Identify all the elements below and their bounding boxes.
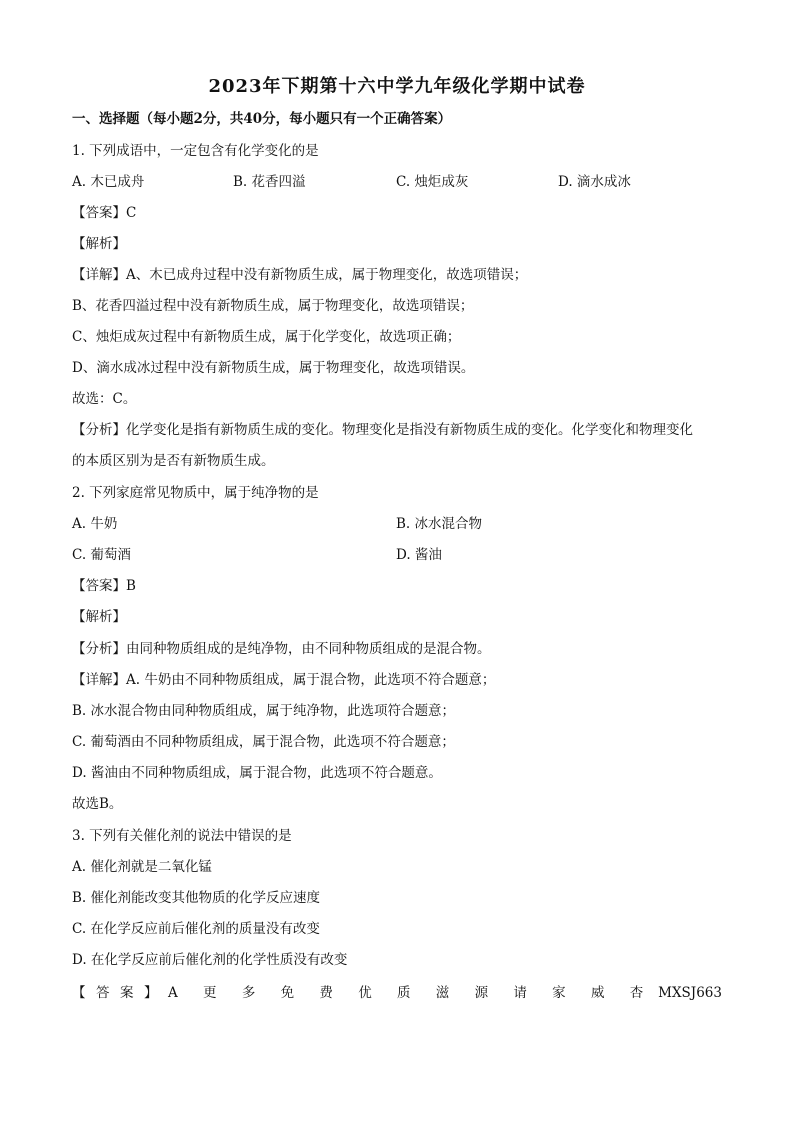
q2-explanation-line: D. 酱油由不同种物质组成，属于混合物，此选项不符合题意。 [72,765,442,781]
q2-explanation-line: 【详解】A. 牛奶由不同种物质组成，属于混合物，此选项不符合题意； [72,672,496,688]
question-2-stem: 2. 下列家庭常见物质中，属于纯净物的是 [72,485,319,501]
q1-explanation-line: B、花香四溢过程中没有新物质生成，属于物理变化，故选项错误； [72,298,474,314]
q2-analysis-label: 【解析】 [72,609,126,625]
footer-line [72,984,722,1002]
q1-option-d: D. 滴水成冰 [558,174,631,190]
question-3-stem: 3. 下列有关催化剂的说法中错误的是 [72,828,292,844]
q1-explanation-line: 【详解】A、木已成舟过程中没有新物质生成，属于物理变化，故选项错误； [72,267,528,283]
page-title: 2023年下期第十六中学九年级化学期中试卷 [208,76,586,97]
q1-option-c: C. 烛炬成灰 [396,174,469,190]
q1-analysis-label: 【解析】 [72,236,126,252]
q3-option-b: B. 催化剂能改变其他物质的化学反应速度 [72,890,321,906]
q3-option-c: C. 在化学反应前后催化剂的质量没有改变 [72,921,320,937]
footer-code: MXSJ663 [658,985,722,1001]
q2-option-a: A. 牛奶 [72,516,118,532]
q1-answer: 【答案】C [72,205,137,221]
footer-text: 【答案】A 更 多 免 费 优 质 滋 源 请 家 威 杏 [72,985,654,1001]
q2-option-d: D. 酱油 [396,547,442,563]
q1-explanation-line: C、烛炬成灰过程中有新物质生成，属于化学变化，故选项正确； [72,329,461,345]
q1-explanation-line: 故选：C。 [72,391,137,407]
q2-option-c: C. 葡萄酒 [72,547,131,563]
q3-option-d: D. 在化学反应前后催化剂的化学性质没有改变 [72,952,348,968]
q2-option-b: B. 冰水混合物 [396,516,483,532]
q1-option-a: A. 木已成舟 [72,174,145,190]
q2-answer: 【答案】B [72,578,136,594]
q1-explanation-line: 【分析】化学变化是指有新物质生成的变化。物理变化是指没有新物质生成的变化。化学变化和物理变化 [72,422,693,438]
q1-explanation-line: 的本质区别为是否有新物质生成。 [72,453,275,469]
q2-explanation-line: 【分析】由同种物质组成的是纯净物，由不同种物质组成的是混合物。 [72,641,491,657]
q2-explanation-line: 故选B。 [72,796,123,812]
section-header: 一、选择题（每小题2分，共40分，每小题只有一个正确答案） [72,111,452,127]
q2-explanation-line: C. 葡萄酒由不同种物质组成，属于混合物，此选项不符合题意； [72,734,455,750]
q1-explanation-line: D、滴水成冰过程中没有新物质生成，属于物理变化，故选项错误。 [72,360,475,376]
question-1-stem: 1. 下列成语中，一定包含有化学变化的是 [72,143,319,159]
q2-explanation-line: B. 冰水混合物由同种物质组成，属于纯净物，此选项符合题意； [72,703,456,719]
q3-option-a: A. 催化剂就是二氧化锰 [72,859,212,875]
q1-option-b: B. 花香四溢 [233,174,306,190]
